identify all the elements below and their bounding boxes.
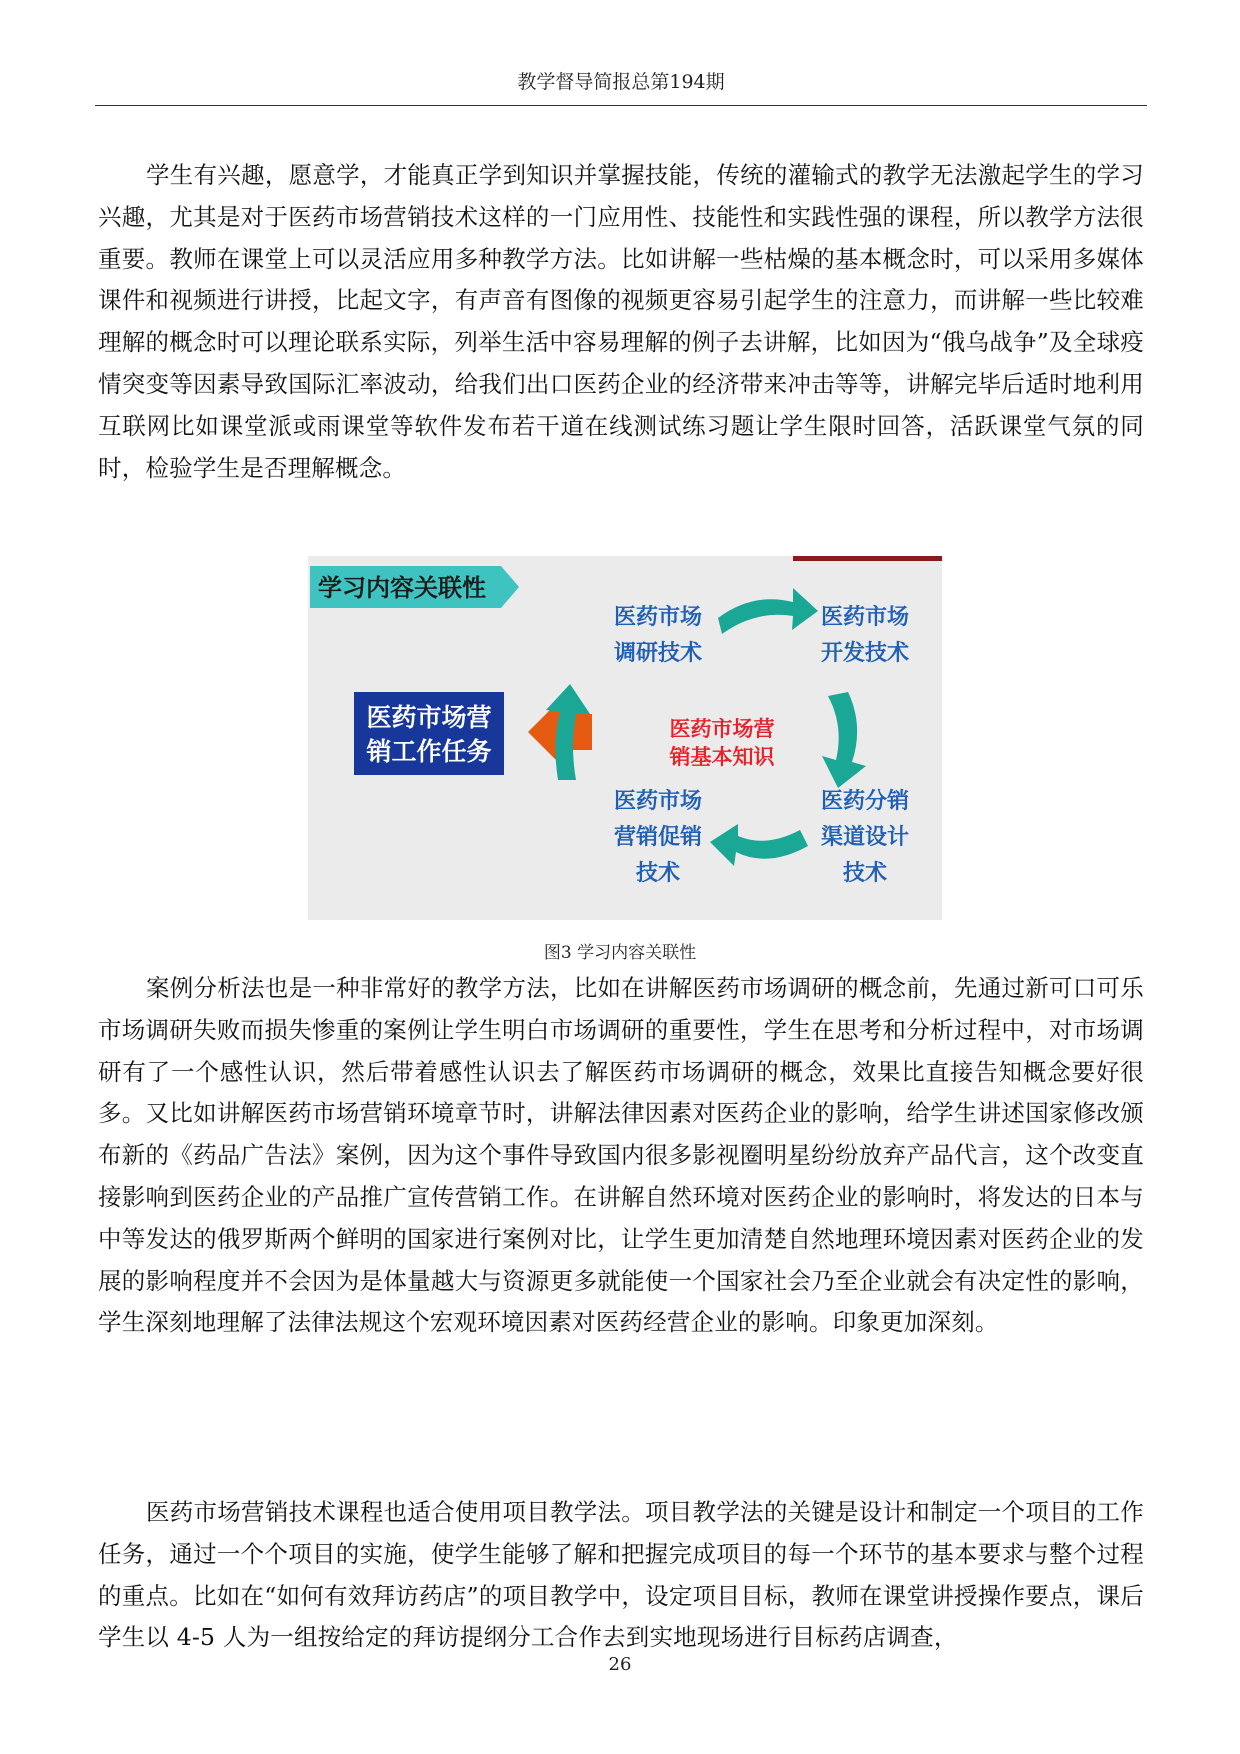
figure-learning-relevance [308,556,942,920]
promo-label-line3: 技术 [635,861,681,886]
running-header [95,58,1147,106]
channel-label-line3: 技术 [842,861,888,886]
promo-label-line2: 营销促销 [613,825,703,850]
banner-label: 学习内容关联性 [318,574,486,602]
task-label-line2: 销工作任务 [366,737,492,766]
task-label-line1: 医药市场营 [366,703,492,732]
header-title: 教学督导简报总第194期 [517,71,725,93]
center-label-line2: 销基本知识 [669,745,775,769]
top-accent-bar [793,556,942,561]
research-label-line1: 医药市场 [613,605,703,630]
paragraph-2: 案例分析法也是一种非常好的教学方法，比如在讲解医药市场调研的概念前，先通过新可口可乐市场调研失败而损失惨重的案例让学生明白市场调研的重要性，学生在思考和分析过程中，对市场调研有了一个感性认识，然后带着感性认识去了解医药市场调研的概念，效果比直接告知概念要好很多。又比如讲解医药市场营销环境章节时，讲解法律因素对医药企业的影响，给学生讲述国家修改颁布新的《药品广告法》案例，因为这个事件导致国内很多影视圈明星纷纷放弃产品代言，这个改变直接影响到医药企业的产品推广宣传营销工作。在讲解自然环境对医药企业的影响时，将发达的日本与中等发达的俄罗斯两个鲜明的国家进行案例对比，让学生更加清楚自然地理环境因素对医药企业的发展的影响程度并不会因为是体量越大与资源更多就能使一个国家社会乃至企业就会有决定性的影响，学生深刻地理解了法律法规这个宏观环境因素对医药经营企业的影响。印象更加深刻。 [98,974,1144,1337]
channel-label-line1: 医药分销 [820,789,910,814]
promo-label-line1: 医药市场 [613,789,703,814]
develop-label-line2: 开发技术 [820,641,910,666]
figure-caption: 图3 学习内容关联性 [543,943,697,963]
channel-label-line2: 渠道设计 [820,825,910,850]
center-label-line1: 医药市场营 [669,717,775,741]
research-label-line2: 调研技术 [613,641,703,666]
paragraph-1: 学生有兴趣，愿意学，才能真正学到知识并掌握技能，传统的灌输式的教学无法激起学生的学习兴趣，尤其是对于医药市场营销技术这样的一门应用性、技能性和实践性强的课程，所以教学方法很重要。教师在课堂上可以灵活应用多种教学方法。比如讲解一些枯燥的基本概念时，可以采用多媒体课件和视频进行讲授，比起文字，有声音有图像的视频更容易引起学生的注意力，而讲解一些比较难理解的概念时可以理论联系实际，列举生活中容易理解的例子去讲解，比如因为“俄乌战争”及全球疫情突变等因素导致国际汇率波动，给我们出口医药企业的经济带来冲击等等，讲解完毕后适时地利用互联网比如课堂派或雨课堂等软件发布若干道在线测试练习题让学生限时回答，活跃课堂气氛的同时，检验学生是否理解概念。 [98,161,1144,482]
paragraph-3: 医药市场营销技术课程也适合使用项目教学法。项目教学法的关键是设计和制定一个项目的工作任务，通过一个个项目的实施，使学生能够了解和把握完成项目的每一个环节的基本要求与整个过程的重点。比如在“如何有效拜访药店”的项目教学中，设定项目目标，教师在课堂讲授操作要点，课后学生以 4-5 人为一组按给定的拜访提纲分工合作去到实地现场进行目标药店调查， [98,1498,1144,1652]
relevance-diagram [308,556,942,920]
develop-label-line1: 医药市场 [820,605,910,630]
page-number: 26 [608,1654,632,1675]
